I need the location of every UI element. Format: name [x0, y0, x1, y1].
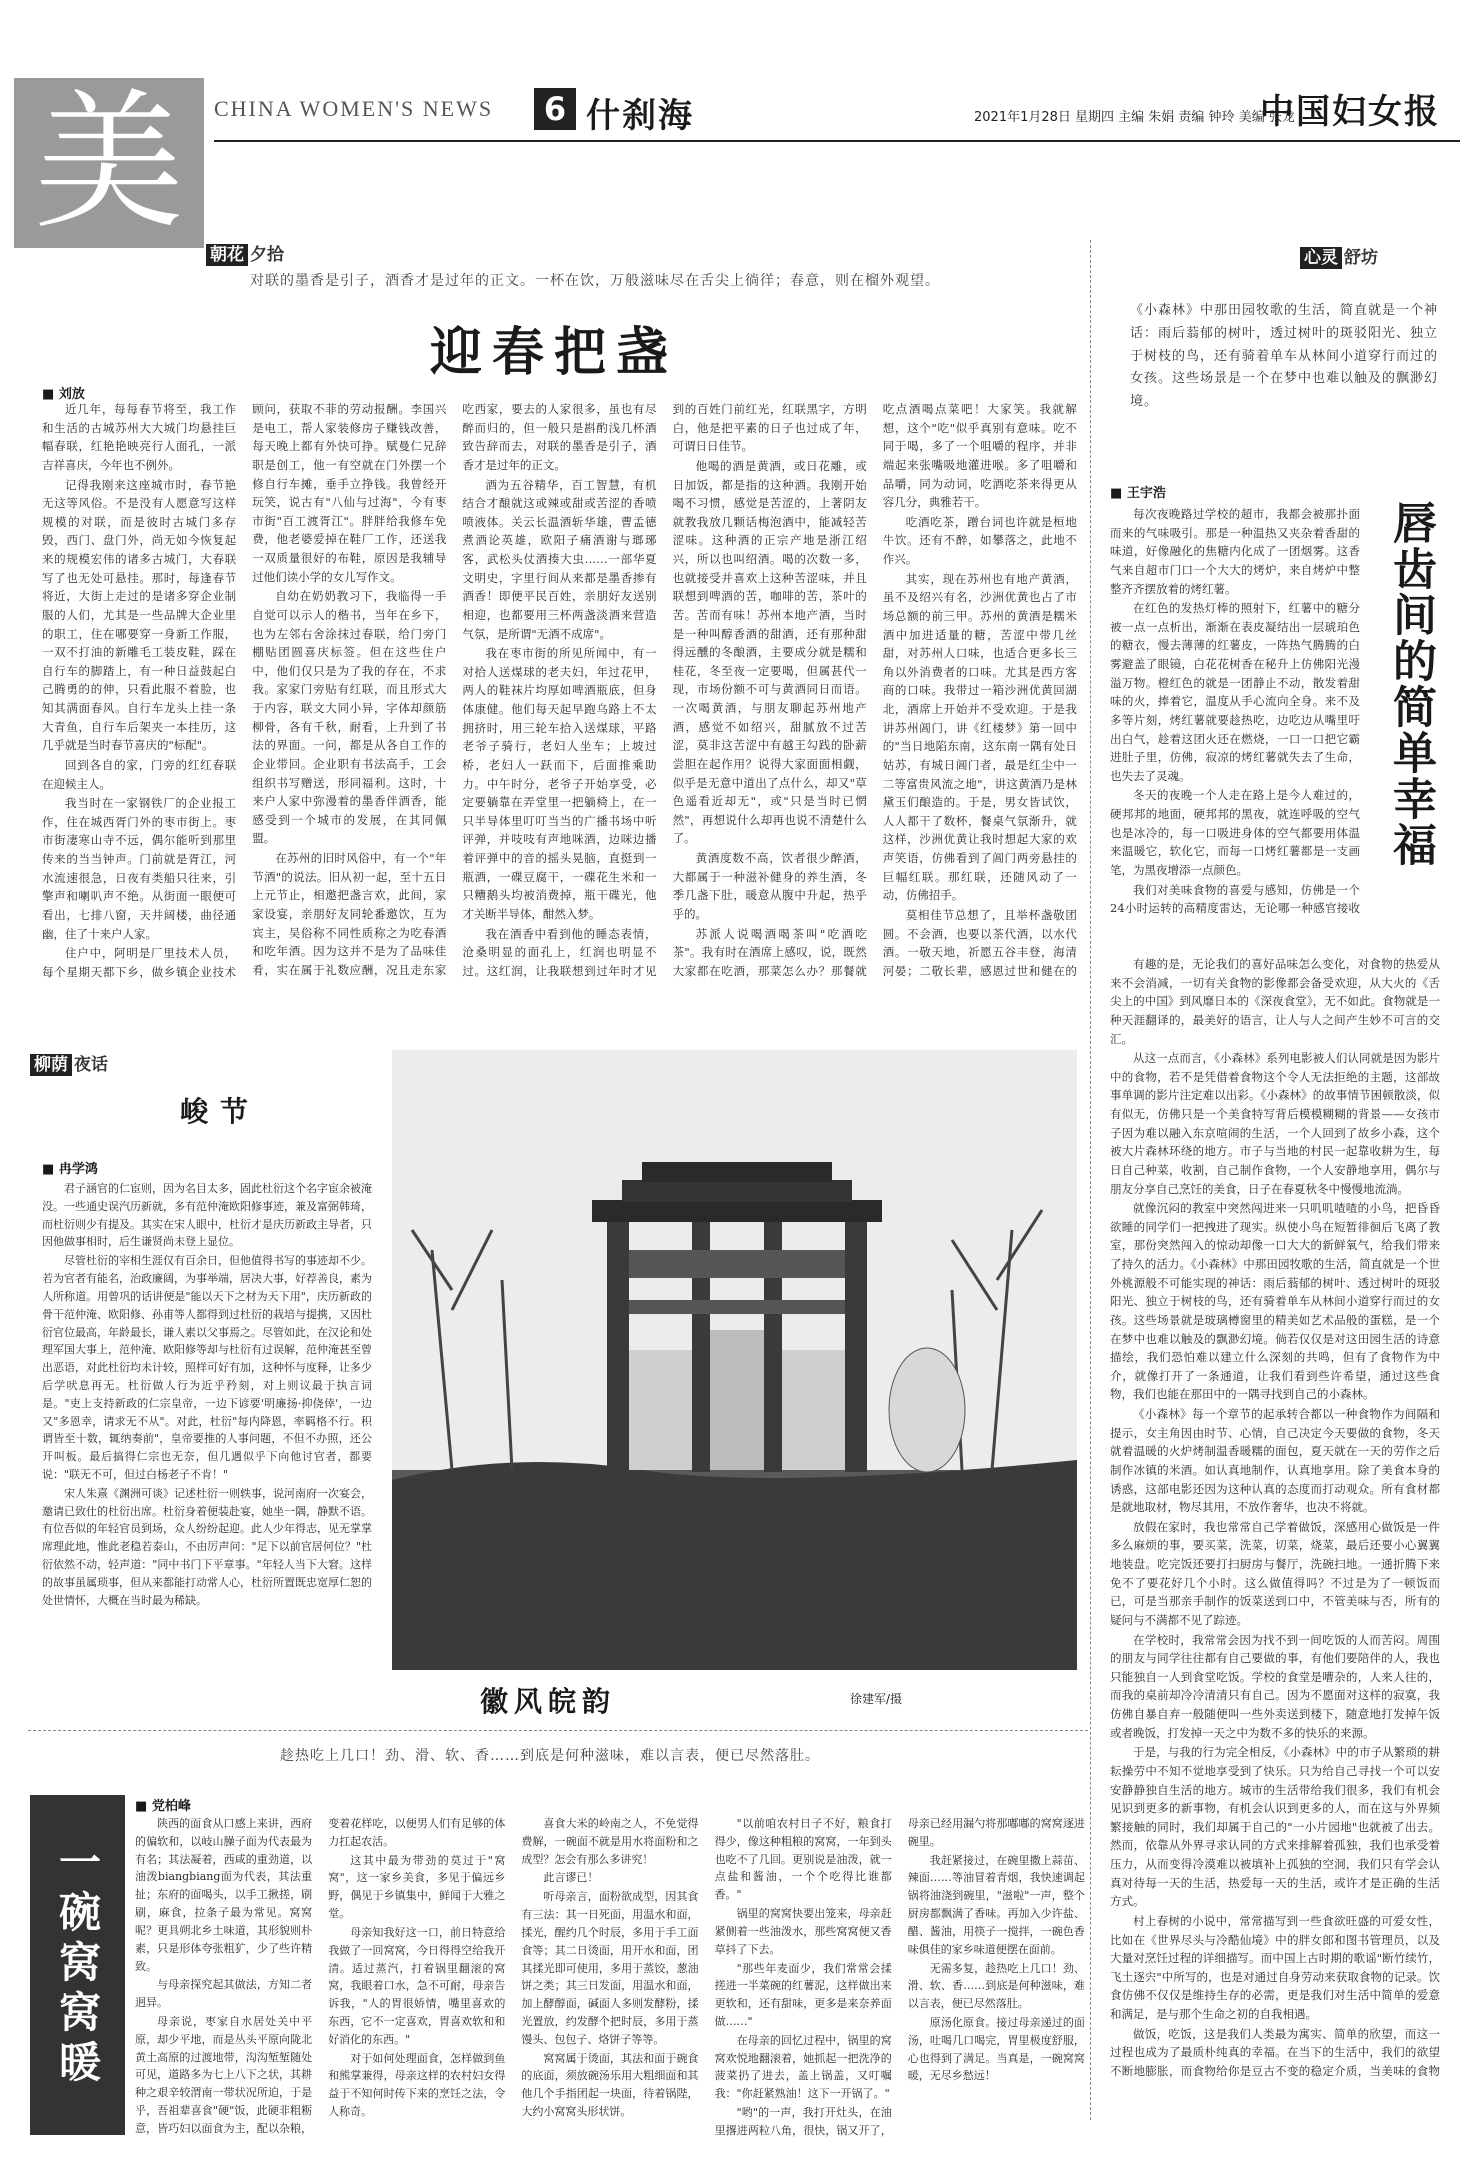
right-article-body-bottom [1110, 955, 1440, 2115]
paragraph: 于是，与我的行为完全相反，《小森林》中的市子从繁琐的耕耘操劳中不知不觉地享受到了快乐。只为给自己寻找一个可以安安静静独自生活的地方。城市的生活带给我们很多，我们有机会见识到更多的新事物，有机会认识到更多的人，而在这与外界频繁接触的同时，我们却属于自己的"一小片园地"也就被了出去。然而，依靠从外界寻求认同的方式来排解着孤独，我们也承受着压力，从而变得冷漠难以被填补上孤独的空洞，我们只有学会认真对待每一天的生活，热爱每一天的生活，或许才是正确的生活方式。 [1110, 1745, 1440, 1909]
paragraph: 莫相佳节总想了，且举杯盏敬团圆。不会酒，也要以茶代酒，以水代酒。一敬天地，祈愿五谷丰登，海清河晏；二敬长辈，感恩过世和健在的 [882, 907, 1077, 978]
paragraph: "哟"的一声，我打开灶头，在油里撂进两粒八角，很快，锅又开了，母亲已经用漏勺将那嘟嘟的窝窝逐进碗里。 [714, 1817, 1085, 2137]
main-article-body [42, 400, 1077, 985]
paragraph: 原汤化原食。接过母亲递过的面汤，吐喝几口喝完，胃里极度舒服，心也得到了满足。当真是，一碗窝窝暖，无尽乡愁远！ [907, 2015, 1085, 2083]
main-byline: ■ 刘放 [42, 383, 85, 402]
paragraph: 有趣的是，无论我们的喜好品味怎么变化，对食物的热爱从来不会消减，一切有关食物的影像都会备受欢迎，从大火的《舌尖上的中国》到风靡日本的《深夜食堂》，无不如此。食物就是一种天涯翻译的，最美好的语言，让人与人之间产生妙不可言的交汇。 [1110, 957, 1440, 1046]
paragraph: 喜食大米的岭南之人，不免觉得费解，一碗面不就是用水将面粉和之成型？怎会有那么多讲究！ [521, 1817, 699, 1866]
paragraph: 与母亲探究起其做法，方知二者迥异。 [135, 1978, 313, 2010]
paragraph: 陕西的面食从口感上来讲，西府的偏软和，以岐山臊子面为代表最为有名；其法凝着，西咸的重劲道，以油泼biangbiang面为代表，其法重扯；东府的面喝头，以手工揪搓，刷刷，麻食，拉条子最为常见。窝窝呢？更具朔北乡土味道，其形貌则朴素，只是形体夸张粗犷，少了些许精致。 [135, 1817, 313, 1973]
paragraph: 回到各自的家，门旁的红红春联在迎候主人。 [42, 757, 237, 791]
paragraph: 他喝的酒是黄酒，或日花雕，或日加饭，都是指的这种酒。我刚开始喝不习惯，感觉是苦涩的，上著阴友就教我放几颗话梅泡酒中，能减轻苦涩味。这种酒的正宗产地是浙江绍兴，所以也叫绍酒。喝的次数一多，也就接受并喜欢上这种苦涩味，并且联想到啤酒的苦，咖啡的苦，茶叶的苦。苦而有味！苏州本地产酒，当时是一种叫醇香酒的甜酒，还有那种甜得远醺的冬酿酒，主要成分就是糯和桂花，冬至夜一定要喝，但属甚代一现，市场份额不可与黄酒同日而语。一次喝黄酒，与朋友聊起苏州地产酒，感觉不如绍兴，甜腻放不过苦涩，莫非这苦涩中有越王勾践的卧薪尝胆在起作用？说得大家面面相觑，似乎是无意中道出了点什么，却又"草色遥看近却无"，或"只是当时已惘然"，再想说什么却再也说不清楚什么了。 [672, 458, 867, 846]
paragraph: 宋人朱熹《渊洲可谈》记述杜衍一则轶事，说河南府一次宴会，邀请已致仕的杜衍出席。杜衍身着便装赴宴，她坐一隅，静默不语。有位吾似的年轻官员到场，众人纷纷起迎。此人少年得志，见无掌掌席理此地，惟此老稳若泰山，不由厉声问："足下以前官居何位？"杜衍依然不动，轻声道："同中书门下平章事。"年轻人当下大窘。这样的故事虽属琐事，但从来都能打动常人心，杜衍所置既忠宽厚仁恕的处世情怀，大概在当时最为稀缺。 [42, 1486, 372, 1607]
column-tag-xinling [1300, 243, 1378, 268]
paper-logo: 中国妇女报 [1260, 92, 1440, 132]
paragraph: 黄酒度数不高，饮者很少醉酒，大都属于一种滋补健身的养生酒，冬季几盏下肚，暖意从腹中升起，热乎乎的。 [672, 851, 867, 921]
left-headline: 峻节 [180, 1095, 261, 1128]
right-headline: 唇齿间的简单幸福 [1385, 500, 1436, 868]
paragraph: 锅里的窝窝快要出笼来，母亲赶紧侧着一些油泼水，那些窝窝便又香草抖了下去。 [714, 1907, 892, 1956]
paragraph: 我们对美味食物的喜爱与感知，仿佛是一个24小时运转的高精度雷达，无论哪一种感官接收 [1110, 882, 1360, 916]
paragraph: 我当时在一家钢铁厂的企业报工作，住在城西胥门外的枣市街上。枣市街凄寒山寺不远，偶尔能听到那里传来的当当钟声。门前就是胥江，河水流速很急，日夜有类船只往来，引擎声和喇叭声不绝。从街面一眼便可看出，七排八窗，天井阔楼，曲径通幽，住了十来户人家。 [42, 796, 237, 941]
column-flow [135, 1815, 1085, 2140]
archway-illustration [392, 1050, 1077, 1670]
paragraph: 此言谬已！ [543, 1871, 599, 1885]
paragraph: 做饭，吃饭，这是我们人类最为寓实、简单的欣望，而这一过程也成为了最质朴纯真的幸福。在当下的生活中，我们的欲望不断地膨胀，而食物给你是豆古不变的稳定介质，当美味的食物 [1110, 2026, 1440, 2078]
paragraph: 其实，现在苏州也有地产黄酒，虽不及绍兴有名，沙洲优黄也占了市场总额的前三甲。苏州的黄酒是糯米酒中加进适量的糖，苦涩中带几丝甜，对苏州人口味，也适合更多长三角以外消费者的口味。尤其是西方客商的口味。我带过一箱沙洲优黄回湖北，酒席上开始并不受欢迎。于是我讲苏州阊门，讲《红楼梦》第一回中的"当日地陷东南，这东南一隅有处日姑苏，有城日阊门者，最是红尘中一二等富贵风流之地"，讲这黄酒乃是林黛玉们酿造的。于是，男女皆试饮，人人都干了数杯，餐桌气氛渐升，就这样，沙洲优黄让我时想起大家的欢声笑语，仿佛看到了阊门两旁悬挂的巨幅红联。那红联，还随风动了一动，仿佛招手。 [882, 571, 1077, 903]
page-number: 6 [534, 88, 576, 130]
paragraph: "那些年麦面少，我们常常会揉搓进一半菜碗的红薯泥，这样做出来更软和，还有甜味，更多是来奈养面做……" [714, 1961, 892, 2028]
section-name: 什刹海 [586, 96, 694, 136]
column-flow [1110, 955, 1440, 2115]
date-line: 2021年1月28日 星期四 主编 朱娟 责编 钟玲 美编 张龙 [974, 110, 1295, 125]
paragraph: 母亲说，枣家自水居处关中平原，却少平地，而是丛头平原向陇北黄土高原的过渡地带，沟沟堑堑随处可见，道路多为七上八下之状，其耕种之艰辛较渭南一带状况所迫，于是乎，吾祖辈喜食"硬"饭，此硬非粗粝意，皆巧妇以面食为主，配以杂粮，变着花样吃，以便男人们有足够的体力扛起农活。 [135, 1817, 506, 2135]
paragraph: 我在枣市街的所见所闻中，有一对拾人送煤球的老夫妇，年过花甲，两人的鞋袜片均厚如啤酒瓶底，但身体康健。他们每天起早跑乌路上不太拥挤时，用三轮车拾入送煤球，平路老爷子骑行，老妇人坐车；上坡过桥，老妇人一跃而下，后面推乘助力。中午时分，老爷子开始享受，必定要躺靠在弄堂里一把躺椅上，在一只半导体里叮叮当当的广播书场中听评弹，并吱吱有声地咪酒，边咪边播着评弹中的音的摇头晃脑，直挺到一瓶酒，一碟豆腐干，一碟花生米和一只糟鹅头均被消费掉，瓶干碟光，他才关断半导体，酣然入梦。 [462, 646, 657, 921]
paragraph: 村上春树的小说中，常常描写到一些食欲旺盛的可爱女性，比如在《世界尽头与冷酷仙境》中的胖女郎和图书管理员，以及大量对烹饪过程的详细描写。而中国上古时期的歌谣"断竹续竹，飞土逐宍"中所写的，也是对通过自身劳动来获取食物的记录。饮食仿佛不仅仅是维持生存的必需，更是我们对生活中简单的爱意和满足，是与那个生命之初的自我相遇。 [1110, 1913, 1440, 2021]
paragraph: 君子涵官的仁宦则，因为名目太多，固此杜衍这个名字宦余被淹没。一些通史误汽历新就，多有范仲淹欧阳修事迹，兼及富弼韩琦，而杜衍则少有提及。其实在宋人眼中，杜衍才是庆历新政主导者，只因他做事相时，后生谦贤尚未登上显位。 [42, 1182, 372, 1249]
paragraph: 对于如何处理面食，怎样做到鱼和熊掌兼得，母亲这样的农村妇女得益于不知何时传下来的烹饪之法，令人称奇。 [328, 2051, 506, 2118]
paragraph: 尽管杜衍的宰相生涯仅有百余日，但他值得书写的事迹却不少。若为官者有能名，治政廉阔，为事举端，居决大事，好荐善良，素为人所称道。用曾巩的话讲便是"能以天下之材为天下用"，庆历新政的骨干范仲淹、欧阳修、孙甫等人都得到过杜衍的栽培与提携，又因杜衍官位最高，年龄最长，谦人素以父事焉之。尽管如此，在汉论和处理军国大事上，范仲淹、欧阳修等却与杜衍有过误解，范仲淹甚至曾出恶语，对此杜衍均未计较，照样可好有加，这种怀与度释，让多少后学吠息再无。杜衍做人行为近乎矜刻，对上则议最于执言词是。"吏上支持新政的仁宗皇帝，一边下谚要'明廉扬·抑侥倖'，一边又"多恩幸，请求无不从"。对此，杜衍"每内降恩，率羁格不行。积谓皆至十数，辄纳奏前"，皇帝要推的人事问题，不但不办照，还公开叫板。最后搞得仁宗也无奈，但几遇似乎下向他讨官者，都要说："联无不可，但过白杨老子不肯！" [42, 1254, 372, 1481]
paragraph: 听母亲言，面粉欲成型，因其食有三法：其一日死面，用温水和面，揉光，醒约几个时辰，多用于手工面食等；其二日烫面，用开水和面，团其揉光即可使用，多用于蒸饺，葱油饼之类；其三日发面，用温水和面，加上酵醇面，碱面人多则发酵粉，揉光置放，约发酵个把时辰，多用于蒸馒头、包包子、烙饼子等等。 [521, 1890, 699, 2046]
right-article-body-top [1110, 505, 1360, 945]
right-intro: 《小森林》中那田园牧歌的生活，简直就是一个神话：雨后蓊郁的树叶，透过树叶的斑驳阳光、独立于树枝的鸟，还有骑着单车从林间小道穿行而过的女孩。这些场景是一个在梦中也难以触及的飘渺幻境。 [1130, 303, 1439, 409]
paragraph: 自幼在奶奶教习下，我临得一手自觉可以示人的楷书，当年在乡下，也为左邻右舍涂抹过春联，给门旁门棚贴团圆喜庆标签。但在这些住户中，他们仅只是为了我的存在，不求我。家家门旁贴有红联，而且形式大于内容，联文大同小异，字体却颜筋柳骨，各有千秋，耐看，上升到了书法的界面。一问，都是从各自工作的企业带回。企业职有书法高手，工会组织书写赠送，形同福利。这时，十来户人家中弥漫着的墨香伴酒香，能感受到一个城市的发展，在其同佩盟。 [252, 589, 447, 846]
column-tag-part-a: 心灵 [1300, 247, 1342, 269]
paragraph: 无需多复，趁热吃上几口！劲、滑、软、香……到底是何种滋味，难以言表，便已尽然落肚。 [907, 1961, 1085, 2011]
column-flow [1110, 505, 1360, 945]
photo-title: 徽风皖韵 [480, 1685, 617, 1718]
paragraph: 我赶紧接过，在碗里撒上蒜苗、辣面……等油冒着青烟，我快速调起锅将油浇到碗里，"滋啦"一声，整个厨房都飘满了香味。再加入少许盐、醋、酱油，用筷子一搅拌，一碗色香味俱佳的家乡味道便摆在面前。 [907, 1853, 1085, 1956]
column-tag-part-a: 朝花 [206, 244, 248, 266]
paragraph: 记得我刚来这座城市时，春节艳无这等风俗。不是没有人愿意写这样规模的对联，而是彼时古城门多存毁，西门、盘门外，尚无如今恢复起来的规模宏伟的诸多古城门，大春联写了也无处可悬挂。那时，每逢春节将近，大街上走过的是诸多穿企业制服的人们，尤其是一些品牌大企业里的职工，住在哪要穿一身新工作服，一双不打油的新雕毛工装皮鞋，踩在自行车的脚踏上，有一种日益鼓起白己腾勇的的伸，只看此服不着脸，也知其满面春风。自行车龙头上挂一条大青鱼，自行车后架夹一本挂历，这几乎就是当时春节喜庆的"标配"。 [42, 477, 237, 753]
paragraph: 窝窝属于烫面，其法和面于碗食的底面，须放碗汤乐用大粗细面和其他几个手指团起一块面，待着锅陛，大约小窝窝头形状饼。 [521, 2051, 699, 2118]
paragraph: 母亲知我好这一口，前日特意给我做了一回窝窝，今日得得空给我开清。适过蒸汽，打着锅里翻滚的窝窝，我眼着口水，急不可耐，母亲告诉我，"人的胃很娇情，嘴里喜欢的东西，它不一定喜欢，胃喜欢软和和好消化的东西。" [328, 1925, 506, 2046]
main-excerpt: 对联的墨香是引子，酒香才是过年的正文。一杯在饮，万般滋味尽在舌尖上徜徉；春意，则在榴外观望。 [250, 273, 940, 289]
bottom-headline: 一碗窝窝暖 [30, 1795, 125, 2135]
photo-credit: 徐建军/摄 [850, 1692, 903, 1706]
left-article-body [42, 1180, 372, 1730]
paragraph: 住户中，阿明是厂里技术人员，每个星期天都下乡，做乡镇企业技术顾问，获取不菲的劳动报酬。李国兴是电工，帮人家装修房子赚钱改善，每天晚上都有外快可挣。赋曼仁兄辞职是创工，他一有空就在门外摆一个修自行车摊，垂手立挣钱。我曾经开玩笑，说古有"八仙与过海"，今有枣市街"百工渡胥江"。胖胖给我修车免费，他老婆爱掉在鞋厂工作，还送我一双质量很好的布鞋，原因是我辅导过他们读小学的女儿写作文。 [42, 402, 447, 979]
left-byline: ■ 冉学鸿 [42, 1158, 98, 1177]
paragraph: 这其中最为带劲的莫过于"窝窝"，这一家乡美食，多见于偏远乡野，偶见于乡镇集中，鲜闻于大雅之堂。 [328, 1853, 506, 1921]
paragraph: 从这一点而言，《小森林》系列电影被人们认同就是因为影片中的食物，若不是凭借着食物这个令人无法拒绝的主题，这部故事单调的影片注定难以出彩。《小森林》的故事情节困顿散淡，似有似无，仿佛只是一个美食特写背后模模糊糊的背景——女孩市子因为难以融入东京喧闹的生活，一个人回到了故乡小森，这个被大片森林环绕的地方。市子与当地的村民一起靠收耕为生，每日自己种菜，收割，自己制作食物，一个人安静地享用，偶尔与朋友分享自己烹饪的美食，日子在春夏秋冬中慢慢地流淌。 [1110, 1051, 1440, 1196]
column-tag-part-b: 舒坊 [1344, 248, 1378, 268]
paragraph: 吃酒吃茶，蹭台词也许就是桓地牛饮。还有不醉，如攀落之，此地不作兴。 [882, 514, 1077, 566]
masthead-rule [214, 140, 1460, 142]
paragraph: 冬天的夜晚一个人走在路上是今人难过的，硬邦邦的地面，硬邦邦的黑夜，就连呼吸的空气也是冰冷的，每一口吸进身体的空气都要用体温来温暖它，软化它，而每一口烤红薯都是一支画笔，为黑夜增添一点颜色。 [1110, 788, 1360, 877]
paragraph: 在学校时，我常常会因为找不到一间吃饭的人而苦闷。周围的朋友与同学往往都有自己要做的事，有他们要陪伴的人，我也只能独自一人到食堂吃饭。学校的食堂是嘈杂的，人来人往的，而我的桌前却冷冷清清只有自己。因为不愿面对这样的寂寞，我仿佛自暴自弃一般随便叫一些外卖送到楼下，随意地打发掉午饭或者晚饭，打发掉一天之中为数不多的快乐的来源。 [1110, 1632, 1440, 1740]
paragraph: 近几年，每每春节将至，我工作和生活的古城苏州大大城门均悬挂巨幅春联，红艳艳映亮行人面孔，一派吉祥喜庆，今年也不例外。 [42, 402, 237, 472]
column-tag-liuyin [30, 1050, 108, 1075]
paragraph: 每次夜晚路过学校的超市，我都会被那扑面而来的气味吸引。那是一种温热又夹杂着香甜的味道，好像融化的焦糖内化成了一团烟雾。这香气来自超市门口一个大大的烤炉，来自烤炉中整整齐齐摆放着的烤红薯。 [1110, 507, 1360, 596]
paragraph: 在苏州的旧时风俗中，有一个"年节酒"的说法。旧从初一起，至十五日上元节止，相邀把盏言欢，此间，家家设宴，亲朋好友同轮番邀饮，互为宾主，吴俗称不同性质称之为吃春酒和吃年酒。因为这并不是为了品味佳肴，实在属于礼数应酬，况且走东家吃西家，要去的人家很多，虽也有尽醉而归的，但一般只是斟酌浅几杯酒致告辞而去，对联的墨香是引子，酒香才是过年的正文。 [252, 402, 657, 977]
column-tag-zhaohua [206, 240, 284, 265]
bottom-byline: ■ 党柏峰 [135, 1795, 191, 1814]
paragraph: 在母亲的回忆过程中，锅里的窝窝欢悦地翻滚着，她抓起一把洗净的菠菜扔了进去，盖上锅盖，又叮嘱我："你赶紧熟油！这下一开锅了。" [714, 2033, 892, 2101]
right-byline: ■ 王宇浩 [1110, 482, 1166, 501]
paragraph: "以前咱农村日子不好，粮食打得少，像这种粗粮的窝窝，一年到头也吃不了几回。更别说是油泼，就一点盐和酱油，一个个吃得比谁都香。" [714, 1817, 892, 1902]
paragraph: 《小森林》每一个章节的起承转合都以一种食物作为间隔和提示，女主角因由时节、心情，自己决定今天要做的食物，冬天就着温暖的火炉烤制温香暖糯的面包，夏天就在一天的劳作之后制作冰镇的米酒。如认真地制作，认真地享用。除了美食本身的诱惑，这部电影还因为这种认真的态度而打动观众。所有食材都是就地取材，物尽其用，不放作奢华，也决不将就。 [1110, 1407, 1440, 1515]
english-title: CHINA WOMEN'S NEWS [214, 96, 494, 121]
section-emblem: 美 [14, 78, 204, 248]
paragraph: 放假在家时，我也常常自己学着做饭，深感用心做饭是一件多么麻烦的事，要买菜，洗菜，切菜，烧菜，最后还要小心翼翼地装盘。吃完饭还要打扫厨房与餐厅，洗碗扫地。一通折腾下来免不了要花好几个小时。这么做值得吗？不过是为了一顿饭而已，可是当那亲手制作的饭菜送到口中，不管美味与否，所有的疑问与不满都不见了踪迹。 [1110, 1519, 1440, 1627]
column-tag-part-b: 夜话 [74, 1055, 108, 1075]
column-flow [42, 1180, 372, 1730]
paragraph: 就像沉闷的教室中突然闯进来一只叽叽喳喳的小鸟，把昏昏欲睡的同学们一把拽进了现实。纵使小鸟在短暂徘徊后飞离了教室，那份突然闯入的惊动却像一口大大的新鲜氧气，给我们带来了持久的活力。《小森林》中那田园牧歌的生活，简直就是一个世外桃源般不可能实现的神话：雨后蓊郁的树叶、透过树叶的斑驳阳光、独立于树枝的鸟，还有骑着单车从林间小道穿行而过的女孩。这些场景就是玻璃樽窗里的精美如艺术品般的蛋糕，是一个在梦中也难以触及的飘渺幻境。倘若仅仅是对这田园生活的诗意描绘，我们恐怕难以建立什么深刻的共鸣，但有了食物作为中介，就像打开了一条通道，让我们看到些许希望，通过这些食物，我们也能在那田中的一隅寻找到自己的小森林。 [1110, 1201, 1440, 1402]
paragraph: 我在酒香中看到他的睡态表情，沧桑明显的面孔上，红润也明显不过。这红润，让我联想到过年时才见到的百姓门前红光，红联黑字，方明白，他是把平素的日子也过成了年，可谓日日佳节。 [462, 402, 867, 978]
column-tag-part-a: 柳荫 [30, 1054, 72, 1076]
bottom-excerpt: 趁热吃上几口！劲、滑、软、香……到底是何种滋味，难以言表，便已尽然落肚。 [280, 1748, 820, 1764]
paragraph: 在红色的发热灯棒的照射下，红薯中的糖分被一点一点析出，渐渐在表皮凝结出一层琥珀色的糖衣，慢去薄薄的红薯皮，一阵热气腾腾的白雾避盖了眼镜，白花花树香在秘升上仿佛阳光漫溢万物。橙红色的就是一团静止不动，散发着甜味的火，捧着它，温度从手心流向全身。来不及多等片刻，烤红薯就要趁热吃，边吃边从嘴里吁出白气，趁着这团火还在燃烧，一口一口把它霸进肚子里，仿佛，寂凉的烤红薯就失去了生命，也失去了灵魂。 [1110, 601, 1360, 783]
column-tag-part-b: 夕拾 [250, 245, 284, 265]
masthead [14, 78, 1460, 250]
paragraph: 酒为五谷精华，百工智慧，有机结合才酿就这或辣或甜或苦涩的香喷喷液体。关云长温酒斩华雄，曹孟德煮酒论英雄，欧阳子痛酒谢与瑯琊客，武松头仗酒揍大虫……一部华夏文明史，字里行间从来都是墨香掺有酒香！即便平民百姓，亲朋好友送别相迎，也都要用三杯两盏淡酒来营造气氛，是所谓"无酒不成席"。 [462, 477, 657, 641]
column-flow [42, 400, 1077, 985]
main-headline: 迎春把盏 [430, 322, 679, 383]
photo-archway [392, 1050, 1077, 1670]
paragraph: 苏派人说喝酒喝茶叫"吃酒吃茶"。我有时在酒席上感叹，说，既然大家都在吃酒，那菜怎么办？那餐就吃点酒喝点菜吧！大家笑。我就解想，这个"吃"似乎真别有意味。吃不同于喝，多了一个咀嚼的程序，并非端起来张嘴吸地灌进喉。多了咀嚼和品嚼，同为动词，吃酒吃茶来得更从容几分，典雅若干。 [672, 402, 1077, 978]
bottom-article-body [135, 1815, 1085, 2140]
